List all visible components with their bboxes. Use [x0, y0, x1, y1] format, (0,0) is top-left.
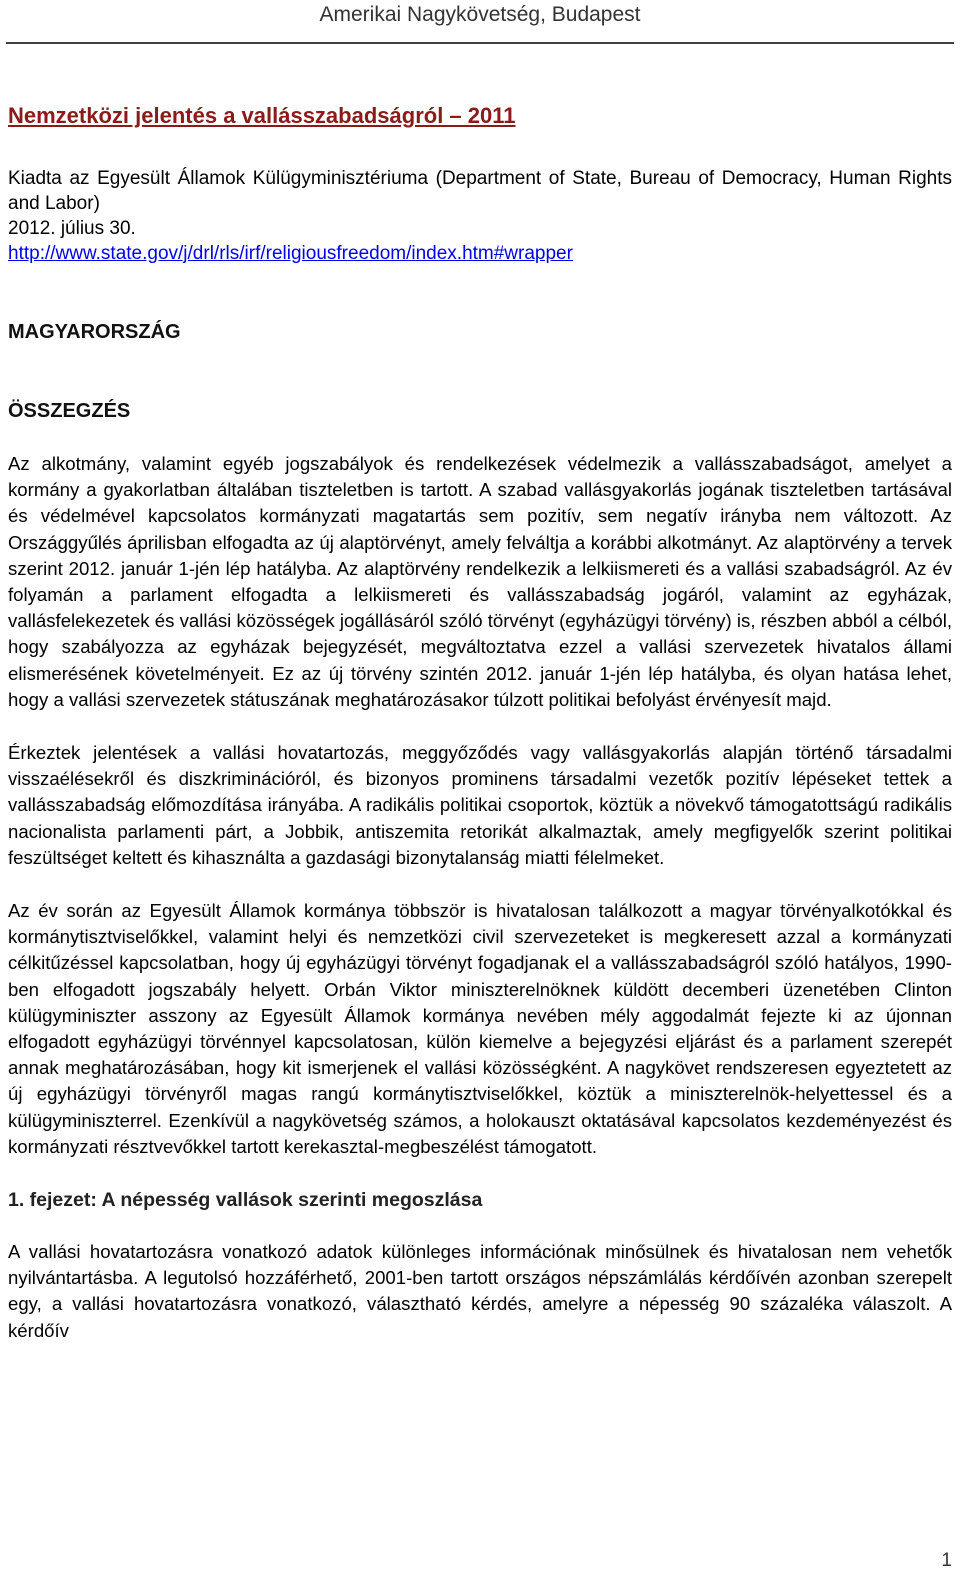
document-body	[8, 101, 952, 1344]
country-heading: MAGYARORSZÁG	[8, 321, 181, 343]
summary-paragraph-1: Az alkotmány, valamint egyéb jogszabályok és rendelkezések védelmezik a vallásszabadságot, amelyet a kormány a gyakorlatban általában tiszteletben is tartott. A szabad vallásgyakorlás jogának tiszteletben tartásával és védelmével kapcsolatos kormányzati magatartás sem pozitív, sem negatív irányba nem változott. Az Országgyűlés áprilisban elfogadta az új alaptörvényt, amely felváltja a korábbi alkotmányt. Az alaptörvény a tervek szerint 2012. január 1-jén lép hatályba. Az alaptörvény rendelkezik a lelkiismereti és a vallási szabadságról. Az év folyamán a parlament elfogadta a lelkiismereti és vallásszabadság jogáról, valamint az egyházak, vallásfelekezetek és vallási közösségek jogállásáról szóló törvényt (egyházügyi törvény) is, részben abból a célból, hogy szabályozza az egyházak bejegyzését, megváltoztatva ezzel a vallási szervezetek hivatalos állami elismerésének követelményeit. Ez az új törvény szintén 2012. január 1-jén lép hatályba, és olyan hatása lehet, hogy a vallási szervezetek státuszának meghatározásakor túlzott politikai befolyást érvényesít majd.	[8, 453, 952, 710]
summary-paragraph-3: Az év során az Egyesült Államok kormánya többször is hivatalosan találkozott a magyar törvényalkotókkal és kormánytisztviselőkkel, valamint helyi és nemzetközi civil szervezeteket is megkeresett azzal a kormányzati célkitűzéssel kapcsolatban, hogy új egyházügyi törvényt fogadjanak el a vallásszabadságról szóló hatályos, 1990-ben elfogadott jogszabály helyett. Orbán Viktor miniszterelnöknek küldött decemberi üzenetében Clinton külügyminiszter asszony az Egyesült Államok kormánya nevében mély aggodalmát fejezte ki az újonnan elfogadott egyházügyi törvénnyel kapcsolatosan, külön kiemelve a bejegyzési eljárást és a parlament szerepét annak meghatározásában, hogy kit ismerjenek el vallási közösségként. A nagykövet rendszeresen egyeztetett az új egyházügyi törvényről magas rangú kormánytisztviselőkkel, köztük a miniszterelnök-helyettessel és a külügyminiszterrel. Ezenkívül a nagykövetség számos, a holokauszt oktatásával kapcsolatos kezdeményezést és kormányzati résztvevőkkel tartott kerekasztal-megbeszélést támogatott.	[8, 900, 952, 1157]
publication-date: 2012. július 30.	[8, 218, 136, 239]
summary-heading: ÖSSZEGZÉS	[8, 400, 131, 422]
running-header: Amerikai Nagykövetség, Budapest	[319, 3, 641, 26]
publisher-line: Kiadta az Egyesült Államok Külügyminisztériuma (Department of State, Bureau of Democracy, Human Rights and Labor)	[8, 168, 952, 214]
source-link[interactable]: http://www.state.gov/j/drl/rls/irf/religiousfreedom/index.htm#wrapper	[8, 243, 573, 264]
summary-paragraph-2: Érkeztek jelentések a vallási hovatartozás, meggyőződés vagy vallásgyakorlás alapján történő társadalmi visszaélésekről és diszkriminációról, és bizonyos prominens társadalmi vezetők pozitív lépéseket tettek a vallásszabadság előmozdítása irányába. A radikális politikai csoportok, köztük a növekvő támogatottságú radikális nacionalista parlamenti párt, a Jobbik, antiszemita retorikát alkalmaztak, amely megfigyelők szerint politikai feszültséget keltett és kihasználta a gazdasági bizonytalanság miatti félelmeket.	[8, 742, 952, 868]
header-divider	[6, 42, 954, 44]
page-number: 1	[941, 1550, 952, 1571]
document-title: Nemzetközi jelentés a vallásszabadságról – 2011	[8, 103, 516, 128]
chapter-heading: 1. fejezet: A népesség vallások szerinti megoszlása	[8, 1189, 483, 1212]
chapter-paragraph: A vallási hovatartozásra vonatkozó adatok különleges információnak minősülnek és hivatalosan nem vehetők nyilvántartásba. A legutolsó hozzáférhető, 2001-ben tartott országos népszámlálás kérdőívén azonban szerepelt egy, a vallási hovatartozásra vonatkozó, választható kérdés, amelyre a népesség 90 százaléka válaszolt. A kérdőív	[8, 1241, 952, 1341]
